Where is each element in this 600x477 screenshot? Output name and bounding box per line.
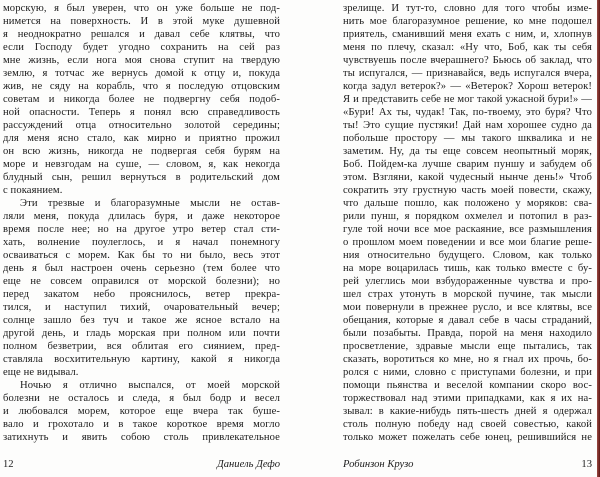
text-line: полном безветрии, вся облитая его сиянием, пред- [3, 341, 280, 352]
text-line: я неоднократно решался и давал себе клятвы, что [3, 29, 280, 40]
text-line: для меня ясно стало, как мирно и приятно прожил [3, 133, 280, 144]
text-line: ты! Это сущие пустяки! Дай нам хорошее судно да [343, 120, 592, 131]
left-page-number: 12 [3, 459, 14, 470]
text-line: тился, и наступил тихий, очаровательный вечер; [3, 302, 280, 313]
text-line: сказать, воротиться ко мне, но я гнал их прочь, бо- [343, 354, 592, 365]
text-line: меня по плечу, сказал: «Ну что, Боб, как ты себя [343, 42, 592, 53]
text-line: ставляла восхитительную картину, какой я никогда [3, 354, 280, 365]
text-line: и любовался морем, которое еще вчера так буше- [3, 406, 280, 417]
text-line: шел страх утонуть в морской пучине, так мысли [343, 289, 592, 300]
text-line: мои повернули в прежнее русло, и все клятвы, все [343, 302, 592, 313]
text-line: время после нее; но на другое утро ветер стал сти- [3, 224, 280, 235]
text-line: столь полную победу над своей совестью, какой [343, 419, 592, 430]
text-line: перед закатом небо прояснилось, ветер прекра- [3, 289, 280, 300]
text-line: приятель, сманивший меня ехать с ним, и, хлопнув [343, 29, 592, 40]
text-line: о прошлом моем поведении и все мои благие реше- [343, 237, 592, 248]
text-line: нимется на поверхность. И в этой муке душевной [3, 16, 280, 27]
text-line: вало и грохотало и в такое короткое время могло [3, 419, 280, 430]
right-page-number: 13 [581, 459, 592, 470]
text-line: солнце зашло без туч и такое же ясное встало на [3, 315, 280, 326]
text-line: «Бури! Ах ты, чудак! Так, по-твоему, это буря? Что [343, 107, 592, 118]
text-line: он всю жизнь, никогда не подвергая себя бурям на [3, 146, 280, 157]
text-line: гуле той ночи все мое раскаяние, все размышления [343, 224, 592, 235]
text-line: другой день, и гладь морская при полном или почти [3, 328, 280, 339]
text-line: затихнуть и явить собою столь привлекательное [3, 432, 280, 443]
text-line: были позабыты. Правда, порой на меня находило [343, 328, 592, 339]
text-line: рассуждений отца относительно золотой середины; [3, 120, 280, 131]
left-page-footer [3, 458, 280, 472]
text-line: побольше простору — мы такого шквалика и не [343, 133, 592, 144]
text-line: Эти трезвые и благоразумные мысли не остав- [20, 198, 280, 209]
text-line: осваиваться с морем. Как бы то ни было, весь этот [3, 250, 280, 261]
text-line: зывал: в какие-нибудь пять-шесть дней я одержал [343, 406, 592, 417]
text-line: с покаянием. [3, 185, 63, 196]
text-line: землю, я тотчас же вернусь домой к отцу и, покуда [3, 68, 280, 79]
text-line: если Господу будет угодно сохранить на сей раз [3, 42, 280, 53]
text-line: когда задул ветерок?» — «Ветерок? Хорош ветерок! [343, 81, 592, 92]
left-page-text [3, 2, 280, 444]
text-line: морскую, я был уверен, что он уже больше не под- [3, 3, 280, 14]
right-page-footer [343, 458, 592, 472]
text-line: ты испугался, — признавайся, ведь испугался вчера, [343, 68, 592, 79]
text-line: ляли меня, покуда длилась буря, и даже некоторое [3, 211, 280, 222]
text-line: на море воцарилась тишь, как только вместе с бу- [343, 263, 592, 274]
text-line: мне жизнь, если нога моя снова ступит на твердую [3, 55, 280, 66]
text-line: день я был настроен очень серьезно (тем более что [3, 263, 280, 274]
text-line: еще не видывал. [3, 367, 79, 378]
text-line: Боб. Пойдем-ка лучше сварим пуншу и забудем об [343, 159, 592, 170]
text-line: еще не совсем оправился от морской болезни); но [3, 276, 280, 287]
text-line: море и невзгодам на суше, — словом, я, как некогда [3, 159, 280, 170]
text-line: торжествовал над этими припадками, как я их на- [343, 393, 592, 404]
right-running-title: Робинзон Крузо [343, 459, 414, 470]
text-line: просветление, здравые мысли еще пытались, так [343, 341, 592, 352]
text-line: заметим. Ну, да ты еще совсем неопытный моряк, [343, 146, 592, 157]
text-line: жив, не сяду на корабль, что я последую отцовским [3, 81, 280, 92]
text-line: Я и представить себе не мог такой ужасной бури!» — [343, 94, 592, 105]
text-line: что дальше пошло, как положено у моряков: сва- [343, 198, 592, 209]
text-line: ролся с ними, словно с приступами болезни, и при [343, 367, 592, 378]
text-line: рей улеглись мои взбудораженные чувства и про- [343, 276, 592, 287]
text-line: ния относительно будущего. Словом, как только [343, 250, 592, 261]
left-running-title: Даниель Дефо [217, 459, 280, 470]
text-line: хать, волнение поулеглось, и я начал понемногу [3, 237, 280, 248]
text-line: сократить эту грустную часть моей повести, скажу, [343, 185, 592, 196]
text-line: только может пожелать себе юнец, решившийся не [343, 432, 592, 443]
text-line: болезни не осталось и следа, я был бодр и весел [3, 393, 280, 404]
page-right [343, 2, 592, 472]
text-line: рили пунш, я порядком охмелел и потопил в раз- [343, 211, 592, 222]
text-line: чувствуешь после вчерашнего? Бьюсь об заклад, что [343, 55, 592, 66]
text-line: зрелище. И тут-то, словно для того чтобы изме- [343, 3, 592, 14]
page-left [3, 2, 280, 472]
text-line: блудный сын, решил вернуться в родительский дом [3, 172, 280, 183]
text-line: Ночью я отлично выспался, от моей морской [20, 380, 280, 391]
right-page-text [343, 2, 592, 444]
text-line: ной опасности. Теперь я понял всю справедливость [3, 107, 280, 118]
text-line: этом. Взгляни, какой чудесный нынче день!» Чтоб [343, 172, 592, 183]
text-line: обещания, которые я давал себе в часы страданий, [343, 315, 592, 326]
text-line: советам и никогда более не подвергну себя подоб- [3, 94, 280, 105]
text-line: нить мое благоразумное решение, ко мне подошел [343, 16, 592, 27]
text-line: помощи пьянства и веселой компании скоро вос- [343, 380, 592, 391]
